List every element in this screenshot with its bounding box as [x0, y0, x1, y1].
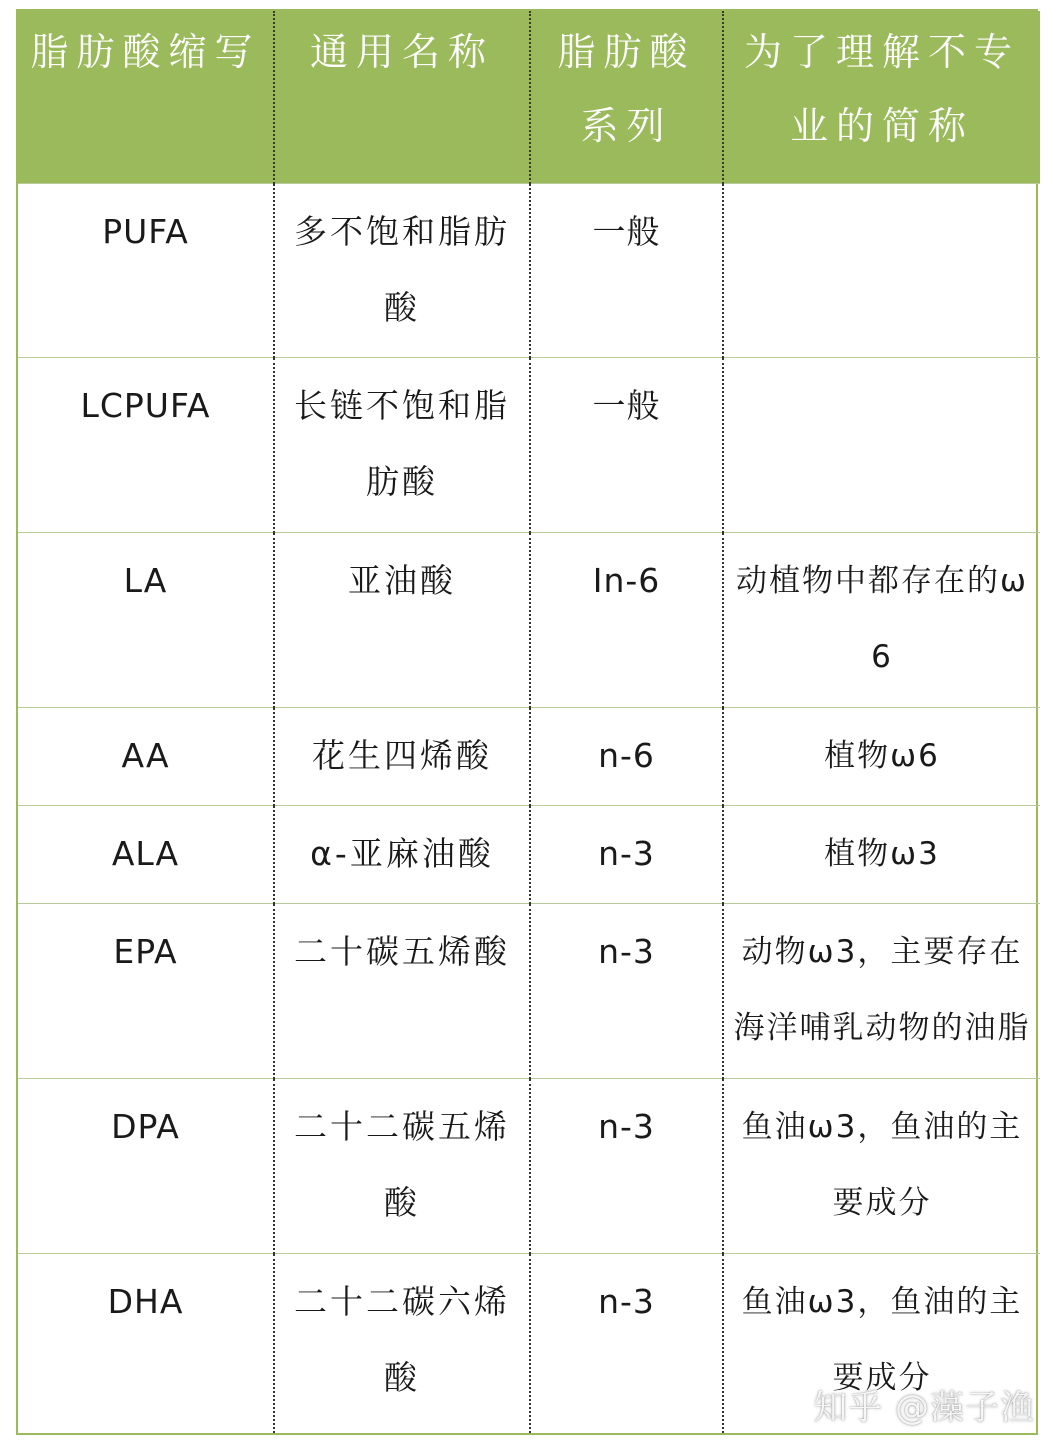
cell-series: n-6	[530, 707, 723, 805]
cell-simple-name	[723, 183, 1040, 357]
cell-common-name: α-亚麻油酸	[274, 805, 530, 903]
table-row	[18, 805, 1040, 903]
cell-abbreviation: EPA	[18, 903, 274, 1078]
cell-series: n-3	[530, 903, 723, 1078]
cell-series: 一般	[530, 357, 723, 532]
table-header-row	[18, 11, 1040, 183]
table-row	[18, 707, 1040, 805]
cell-abbreviation: ALA	[18, 805, 274, 903]
cell-abbreviation: AA	[18, 707, 274, 805]
cell-common-name: 二十碳五烯酸	[274, 903, 530, 1078]
cell-common-name: 花生四烯酸	[274, 707, 530, 805]
cell-simple-name: 鱼油ω3，鱼油的主要成分	[723, 1078, 1040, 1253]
fatty-acid-table	[18, 11, 1040, 1433]
table-row	[18, 1078, 1040, 1253]
header-common-name: 通用名称	[274, 11, 530, 183]
cell-common-name: 长链不饱和脂肪酸	[274, 357, 530, 532]
cell-simple-name: 动物ω3，主要存在海洋哺乳动物的油脂	[723, 903, 1040, 1078]
cell-abbreviation: LCPUFA	[18, 357, 274, 532]
cell-simple-name	[723, 357, 1040, 532]
header-series: 脂肪酸系列	[530, 11, 723, 183]
fatty-acid-table-container	[16, 9, 1038, 1435]
cell-simple-name: 植物ω3	[723, 805, 1040, 903]
cell-simple-name: 鱼油ω3，鱼油的主要成分	[723, 1253, 1040, 1433]
cell-abbreviation: DHA	[18, 1253, 274, 1433]
table-row	[18, 183, 1040, 357]
cell-common-name: 二十二碳六烯酸	[274, 1253, 530, 1433]
cell-simple-name: 动植物中都存在的ω6	[723, 532, 1040, 707]
cell-series: n-3	[530, 1253, 723, 1433]
cell-simple-name: 植物ω6	[723, 707, 1040, 805]
cell-series: In-6	[530, 532, 723, 707]
cell-series: n-3	[530, 805, 723, 903]
cell-abbreviation: LA	[18, 532, 274, 707]
header-simple-name: 为了理解不专业的简称	[723, 11, 1040, 183]
cell-series: n-3	[530, 1078, 723, 1253]
cell-common-name: 亚油酸	[274, 532, 530, 707]
table-row	[18, 903, 1040, 1078]
table-row	[18, 532, 1040, 707]
table-row	[18, 357, 1040, 532]
cell-common-name: 多不饱和脂肪酸	[274, 183, 530, 357]
zhihu-watermark: 知乎 @藻子渔	[813, 1388, 1035, 1428]
cell-abbreviation: DPA	[18, 1078, 274, 1253]
cell-series: 一般	[530, 183, 723, 357]
header-abbreviation: 脂肪酸缩写	[18, 11, 274, 183]
cell-common-name: 二十二碳五烯酸	[274, 1078, 530, 1253]
cell-abbreviation: PUFA	[18, 183, 274, 357]
